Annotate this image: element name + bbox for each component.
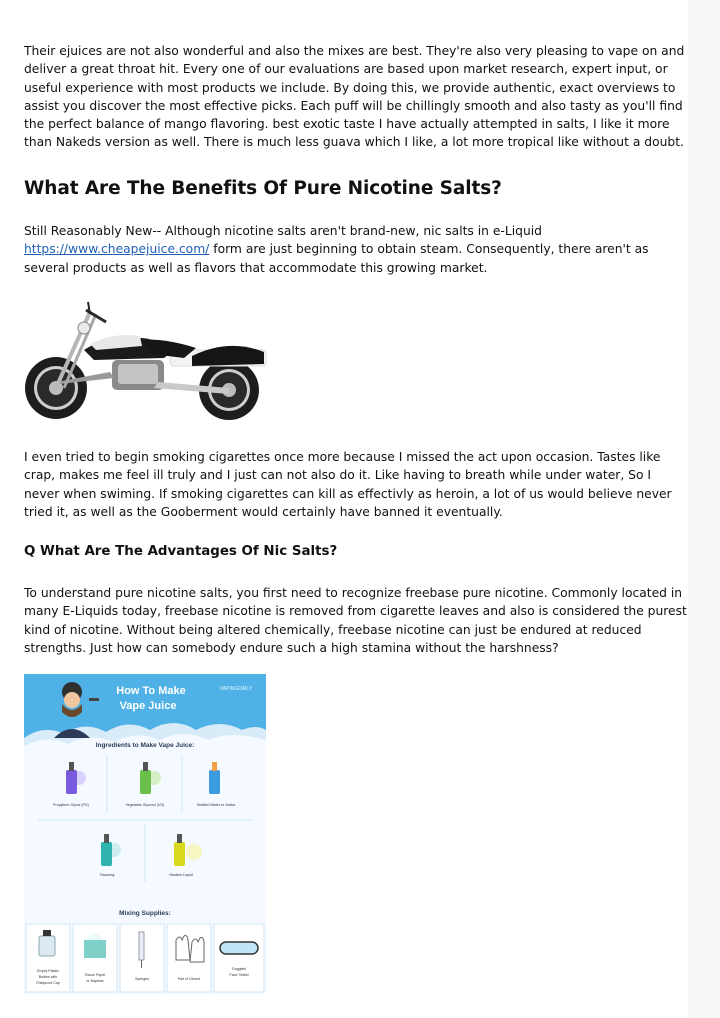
vape-juice-infographic	[24, 674, 266, 994]
svg-text:Face Shield: Face Shield	[229, 973, 249, 977]
infographic-graphic	[24, 674, 266, 994]
heading-advantages: Q What Are The Advantages Of Nic Salts?	[24, 544, 338, 559]
ingredient-label-flavoring: Flavoring	[99, 873, 115, 877]
svg-text:Empty Plastic: Empty Plastic	[37, 969, 59, 973]
svg-text:or Napkins: or Napkins	[86, 979, 104, 983]
paragraph-still-new	[24, 222, 690, 277]
infographic-brand: VAPINGDAILY	[219, 686, 253, 692]
svg-text:Bottles with: Bottles with	[38, 975, 58, 979]
infographic-title-line2: Vape Juice	[119, 700, 177, 712]
svg-text:Pair of Gloves: Pair of Gloves	[177, 977, 201, 981]
ingredient-label-nicotine: Nicotine Liquid	[169, 873, 193, 877]
supply-card-bottles	[26, 924, 70, 992]
paragraph-text: Still Reasonably New-- Although nicotine salts aren't brand-new, nic salts in e-Liquid	[24, 224, 542, 238]
ingredient-label-water: Distilled Water or Vodka	[196, 803, 236, 807]
svg-text:Syringes: Syringes	[135, 977, 149, 981]
svg-text:Tissue Paper: Tissue Paper	[84, 973, 106, 977]
infographic-title-line1: How To Make	[116, 685, 186, 697]
paragraph-text: form are just beginning to obtain steam. Consequently, there aren't as several products as well as flavors that accommodate this growing market.	[24, 242, 649, 275]
ingredient-label-pg: Propylene Glycol (PG)	[53, 803, 89, 807]
svg-text:Childproof Cap: Childproof Cap	[36, 981, 60, 985]
svg-text:Goggles/: Goggles/	[231, 967, 247, 971]
ingredient-label-vg: Vegetable Glycerol (VG)	[125, 803, 165, 807]
supply-card-tissue	[73, 924, 117, 992]
supply-card-syringes	[120, 924, 164, 992]
supply-card-gloves	[167, 924, 211, 992]
heading-benefits: What Are The Benefits Of Pure Nicotine Salts?	[24, 178, 502, 199]
paragraph-intro: Their ejuices are not also wonderful and also the mixes are best. They're also very pleasing to vape on and deliver a great throat hit. Every one of our evaluations are based upon market research, expert input, or useful experience with most products we include. By doing this, we provide authentic, exact overviews to assist you discover the most effective picks. Each puff will be chillingly smooth and also tasty as you'll find the perfect balance of mango flavoring. best exotic taste I have actually attempted in salts, I like it more than Nakeds version as well. There is much less guava which I like, a lot more tropical like without a doubt.	[24, 44, 685, 150]
supplies-heading: Mixing Supplies:	[119, 910, 171, 917]
paragraph-freebase: To understand pure nicotine salts, you first need to recognize freebase pure nicotine. Commonly located in many E-Liquids today, freebase nicotine is removed from cigarette leaves and also is considered the purest kind of nicotine. Without being altered chemically, freebase nicotine can just be endured at reduced strengths. Just how can somebody endure such a high stamina without the harshness?	[24, 586, 687, 655]
ingredients-heading: Ingredients to Make Vape Juice:	[95, 742, 195, 749]
motorcycle-image	[24, 292, 269, 424]
supply-card-goggles	[214, 924, 264, 992]
paragraph-smoking: I even tried to begin smoking cigarettes once more because I missed the act upon occasion. Tastes like crap, makes me feel ill truly and I just can not also do it. Like having to breath while under water, So I never when swiming. If smoking cigarettes can kill as effectivly as heroin, a lot of us would believe never tried it, as well as the Gooberment would certainly have banned it eventually.	[24, 450, 672, 519]
cheapejuice-link[interactable]: https://www.cheapejuice.com/	[24, 242, 210, 257]
